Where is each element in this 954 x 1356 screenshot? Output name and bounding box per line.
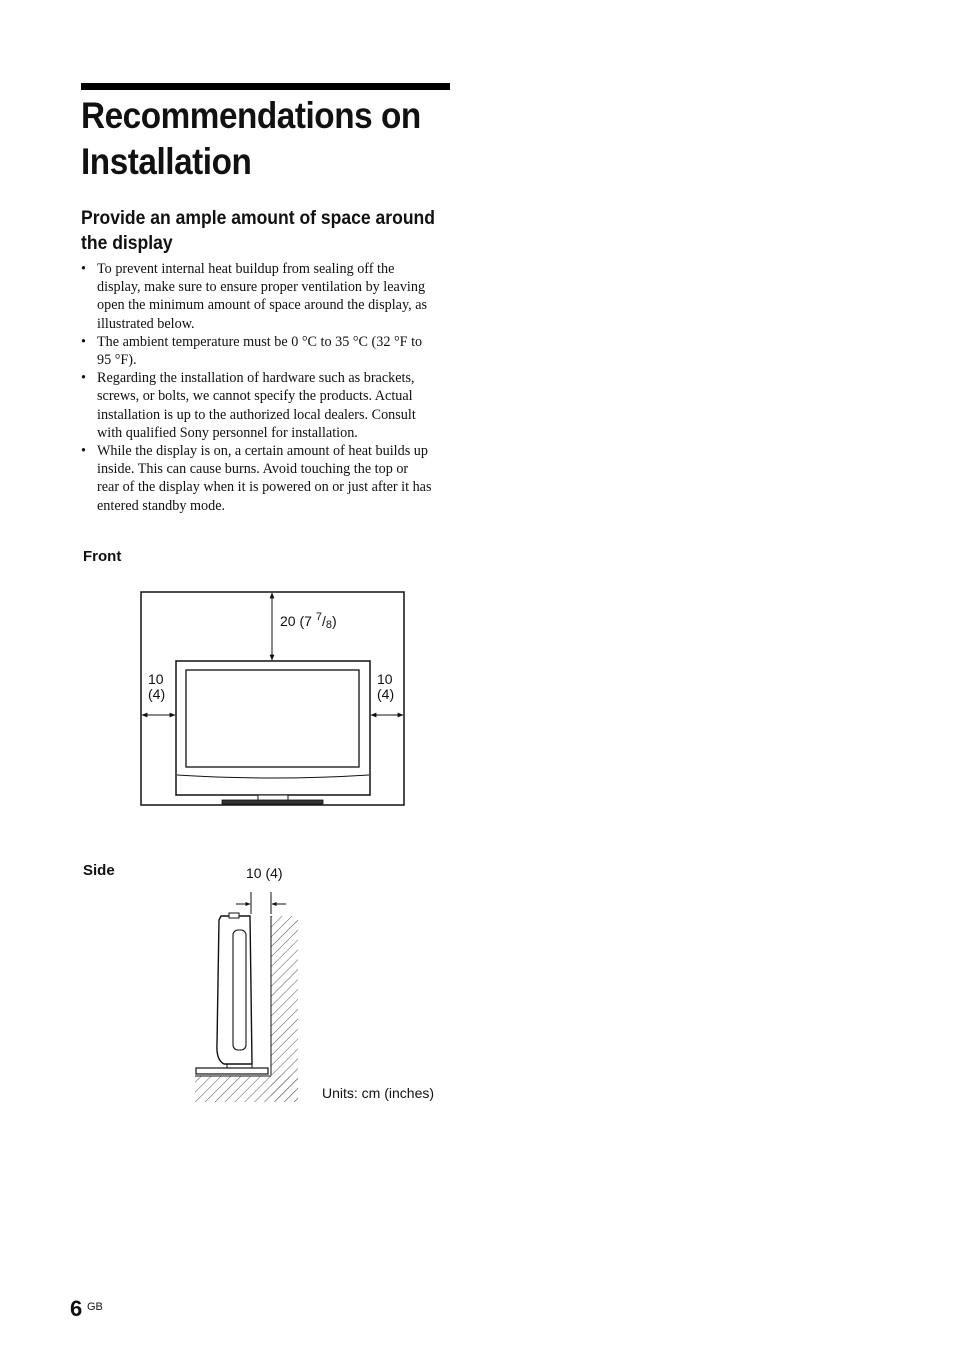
bullet-dot: • [81,333,86,350]
rear-clearance-label: 10 (4) [246,865,283,881]
bullet-dot: • [81,261,86,277]
left-clearance-inches: (4) [148,686,166,702]
section-heading-line-2: the display [81,232,173,254]
bullet-text-line: To prevent internal heat buildup from sealing off the [97,261,395,277]
bullet-text-line: While the display is on, a certain amount of heat builds up [97,443,428,460]
bullet-text-line: Regarding the installation of hardware such as brackets, [97,370,415,387]
top-clearance-label: 20 (7 $^7$/8) [280,611,337,631]
section-heading-line-1: Provide an ample amount of space around [81,207,436,229]
page-title-line-2: Installation [81,141,252,182]
left-clearance-cm: 10 [148,671,164,687]
side-label: Side [83,862,115,879]
page-language-code: GB [87,1301,103,1313]
units-note: Units: cm (inches) [322,1085,435,1101]
bullet-text-line: with qualified Sony personnel for installation. [97,424,358,441]
front-label: Front [83,548,122,565]
bullet-dot: • [81,443,86,460]
wall [271,916,298,1102]
bullet-text-line: The ambient temperature must be 0 °C to 35 °C (32 °F to [97,333,423,350]
bullet-text-line: display, make sure to ensure proper ventilation by leaving [97,279,426,296]
bullet-dot: • [81,370,86,387]
bullet-text-line: entered standby mode. [97,497,226,514]
bullet-text-line: 95 °F). [97,352,137,369]
page-number: 6 [70,1296,83,1321]
bullet-text-line: installation is up to the authorized local dealers. Consult [97,406,416,423]
page-title-line-1: Recommendations on [81,95,421,136]
tv-side-icon [196,913,268,1074]
bullet-text-line: inside. This can cause burns. Avoid touching the top or [97,461,409,478]
right-clearance-inches: (4) [377,686,395,702]
bullet-text-line: screws, or bolts, we cannot specify the products. Actual [97,388,413,405]
floor [195,1076,298,1102]
bullet-text-line: open the minimum amount of space around the display, as [97,297,428,314]
bullet-text-line: rear of the display when it is powered on or just after it has [97,479,432,496]
bullet-text-line: illustrated below. [97,315,195,332]
right-clearance-cm: 10 [377,671,393,687]
